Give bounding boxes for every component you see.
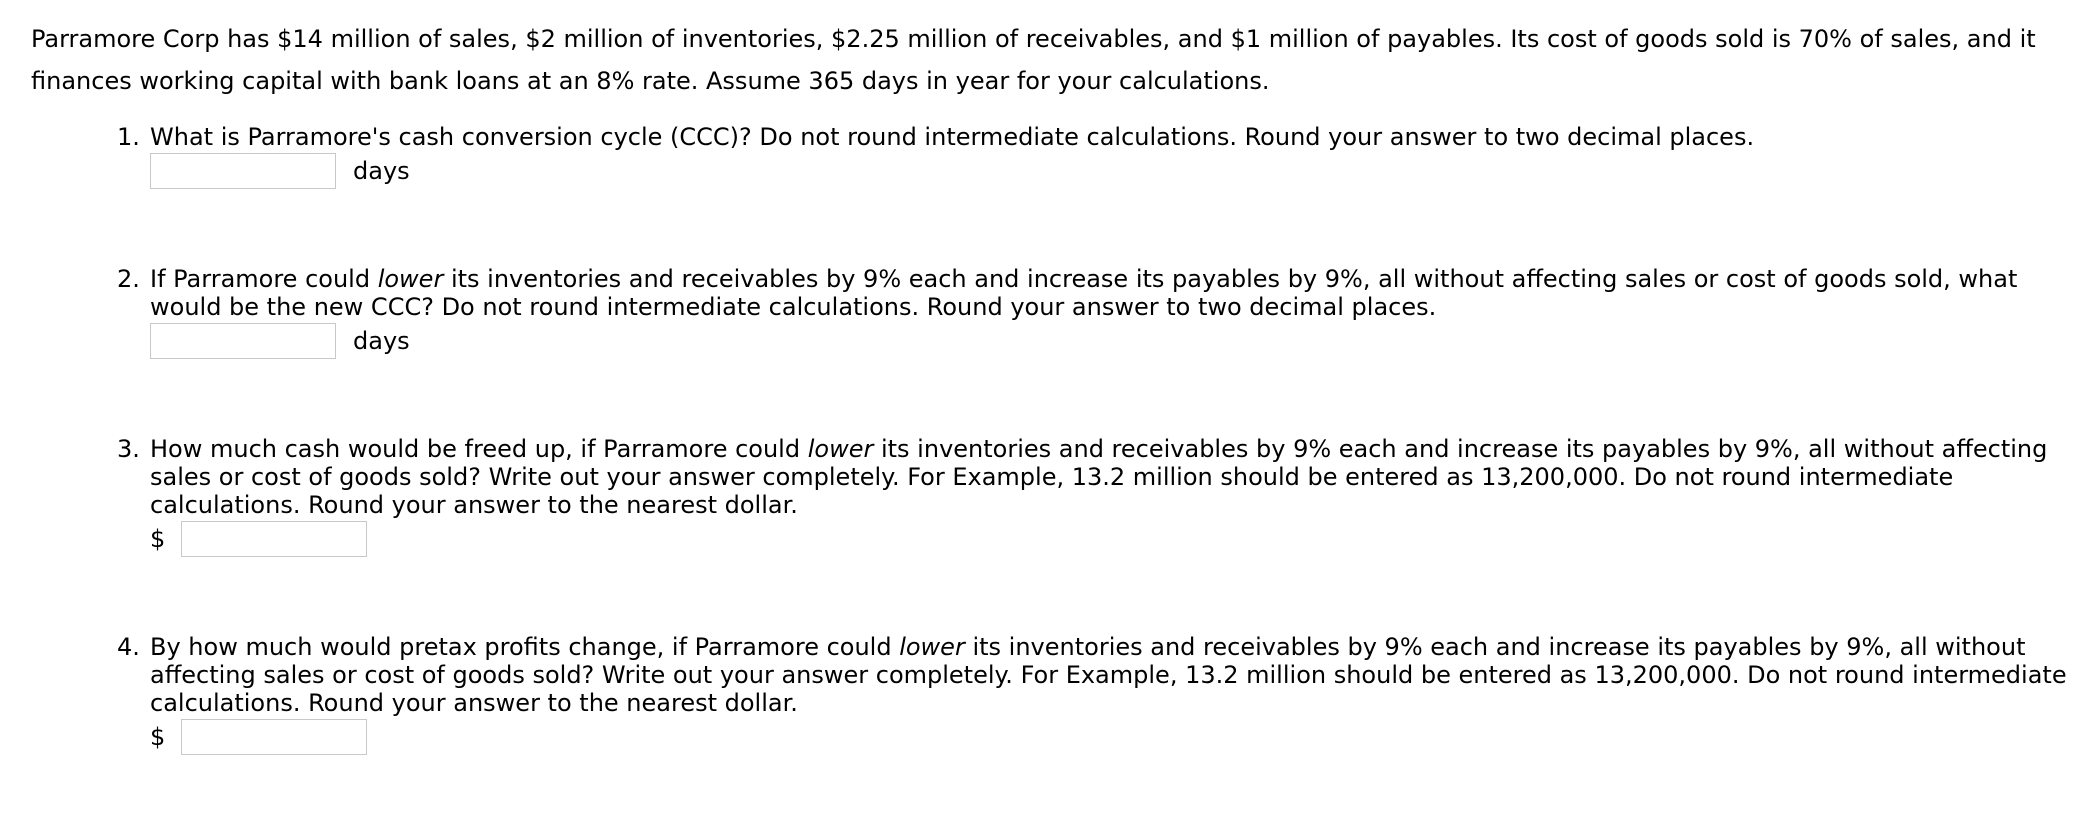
- problem-statement: Parramore Corp has $14 million of sales, $2 million of inventories, $2.25 million of receivables, and $1 million of payables. Its cost of goods sold is 70% of sales, and it finances working capital with bank loans at an 8% rate. Assume 365 days in year for your calculations.: [31, 25, 2036, 95]
- question-number: 4.: [117, 633, 140, 661]
- emphasis-word: lower: [377, 265, 444, 293]
- question-text: How much cash would be freed up, if Parramore could lower its inventories and receivables by 9% each and increase its payables by 9%, all without affecting sales or cost of goods sold? Write out your answer completely. For Example, 13.2 million should be entered as 13,200,000. Do not round intermediate calculations. Round your answer to the nearest dollar.: [150, 435, 2048, 519]
- unit-label-dollar: $: [150, 525, 166, 553]
- question-text: What is Parramore's cash conversion cycle (CCC)? Do not round intermediate calculations. Round your answer to two decimal places.: [150, 123, 1755, 151]
- answer-row: [150, 321, 410, 361]
- question-number: 1.: [117, 123, 140, 151]
- answer-row: [150, 717, 367, 757]
- question-number: 3.: [117, 435, 140, 463]
- emphasis-word: lower: [899, 633, 965, 661]
- unit-label-dollar: $: [150, 723, 166, 751]
- cash-freed-answer-input[interactable]: [181, 521, 367, 557]
- new-ccc-answer-input[interactable]: [150, 323, 336, 359]
- question-text: By how much would pretax profits change, if Parramore could lower its inventories and receivables by 9% each and increase its payables by 9%, all without affecting sales or cost of goods sold? Write out your answer completely. For Example, 13.2 million should be entered as 13,200,000. Do not round intermediate calculations. Round your answer to the nearest dollar.: [150, 633, 2067, 717]
- question-text: If Parramore could lower its inventories and receivables by 9% each and increase its payables by 9%, all without affecting sales or cost of goods sold, what would be the new CCC? Do not round intermediate calculations. Round your answer to two decimal places.: [150, 265, 2018, 321]
- emphasis-word: lower: [807, 435, 874, 463]
- answer-row: [150, 519, 367, 559]
- unit-label-days: days: [353, 327, 410, 355]
- question-number: 2.: [117, 265, 140, 293]
- ccc-answer-input[interactable]: [150, 153, 336, 189]
- pretax-profit-answer-input[interactable]: [181, 719, 367, 755]
- unit-label-days: days: [353, 157, 410, 185]
- answer-row: [150, 151, 410, 191]
